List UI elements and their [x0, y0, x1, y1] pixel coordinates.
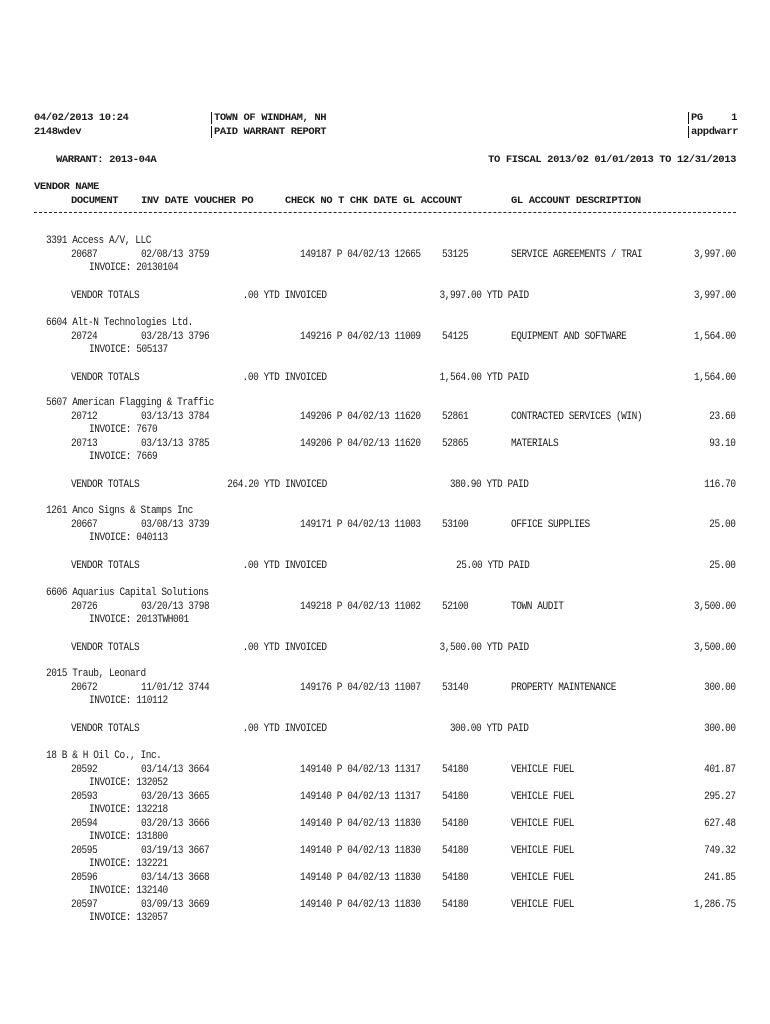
invoice-date-voucher: 03/20/13 3666: [141, 818, 210, 830]
invoice-number: INVOICE: 505137: [89, 344, 168, 356]
invoice-date-voucher: 03/13/13 3785: [141, 438, 210, 450]
invoice-number: INVOICE: 2013TWH001: [89, 614, 189, 626]
invoice-number: INVOICE: 132140: [89, 885, 168, 897]
invoice-date-voucher: 03/19/13 3667: [141, 845, 210, 857]
vendor-total-amount: 3,500.00: [694, 642, 736, 654]
document-number: 20687: [71, 249, 98, 261]
gl-description: VEHICLE FUEL: [511, 764, 574, 776]
check-info: 149171 P 04/02/13 11003: [300, 519, 421, 531]
invoice-number: INVOICE: 040113: [89, 532, 168, 544]
line-amount: 3,500.00: [694, 601, 736, 613]
gl-account: 52865: [442, 438, 469, 450]
ytd-paid: 3,500.00 YTD PAID: [439, 642, 529, 654]
header-divider: [34, 212, 736, 213]
gl-description: TOWN AUDIT: [511, 601, 564, 613]
gl-description: SERVICE AGREEMENTS / TRAI: [511, 249, 643, 261]
vendor-name: 6606 Aquarius Capital Solutions: [46, 587, 209, 599]
ytd-invoiced: .00 YTD INVOICED: [243, 560, 327, 572]
gl-description: VEHICLE FUEL: [511, 845, 574, 857]
line-amount: 93.10: [709, 438, 736, 450]
report-title: PAID WARRANT REPORT: [211, 126, 326, 138]
vendor-total-amount: 3,997.00: [694, 290, 736, 302]
page-number: 1: [731, 112, 737, 124]
program-name: appdwarr: [688, 126, 738, 138]
gl-account: 53100: [442, 519, 469, 531]
col-vendor-name: VENDOR NAME: [34, 181, 99, 193]
invoice-number: INVOICE: 132218: [89, 804, 168, 816]
gl-description: VEHICLE FUEL: [511, 899, 574, 911]
line-amount: 401.87: [704, 764, 736, 776]
gl-account: 52861: [442, 411, 469, 423]
gl-description: VEHICLE FUEL: [511, 791, 574, 803]
line-amount: 1,286.75: [694, 899, 736, 911]
vendor-name: 2015 Traub, Leonard: [46, 668, 146, 680]
ytd-paid: 25.00 YTD PAID: [455, 560, 529, 572]
vendor-totals-label: VENDOR TOTALS: [71, 290, 140, 302]
ytd-invoiced: 264.20 YTD INVOICED: [227, 479, 327, 491]
vendor-name: 6604 Alt-N Technologies Ltd.: [46, 317, 193, 329]
check-info: 149187 P 04/02/13 12665: [300, 249, 421, 261]
town-name: TOWN OF WINDHAM, NH: [211, 112, 326, 124]
ytd-invoiced: .00 YTD INVOICED: [243, 372, 327, 384]
vendor-totals-label: VENDOR TOTALS: [71, 723, 140, 735]
gl-account: 54180: [442, 818, 469, 830]
gl-description: MATERIALS: [511, 438, 559, 450]
check-info: 149140 P 04/02/13 11830: [300, 899, 421, 911]
document-number: 20596: [71, 872, 98, 884]
col-document: DOCUMENT: [71, 195, 119, 207]
check-info: 149216 P 04/02/13 11009: [300, 331, 421, 343]
check-info: 149140 P 04/02/13 11317: [300, 764, 421, 776]
check-info: 149218 P 04/02/13 11002: [300, 601, 421, 613]
line-amount: 295.27: [704, 791, 736, 803]
check-info: 149176 P 04/02/13 11007: [300, 682, 421, 694]
line-amount: 3,997.00: [694, 249, 736, 261]
line-amount: 627.48: [704, 818, 736, 830]
check-info: 149140 P 04/02/13 11317: [300, 791, 421, 803]
gl-description: OFFICE SUPPLIES: [511, 519, 590, 531]
gl-description: PROPERTY MAINTENANCE: [511, 682, 616, 694]
document-number: 20592: [71, 764, 98, 776]
check-info: 149140 P 04/02/13 11830: [300, 872, 421, 884]
invoice-date-voucher: 03/13/13 3784: [141, 411, 210, 423]
check-info: 149206 P 04/02/13 11620: [300, 411, 421, 423]
invoice-date-voucher: 03/14/13 3668: [141, 872, 210, 884]
document-number: 20726: [71, 601, 98, 613]
document-number: 20594: [71, 818, 98, 830]
col-inv-date-voucher-po: INV DATE VOUCHER PO: [141, 195, 254, 207]
invoice-date-voucher: 11/01/12 3744: [141, 682, 210, 694]
check-info: 149140 P 04/02/13 11830: [300, 818, 421, 830]
gl-description: VEHICLE FUEL: [511, 818, 574, 830]
vendor-name: 3391 Access A/V, LLC: [46, 235, 151, 247]
vendor-totals-label: VENDOR TOTALS: [71, 372, 140, 384]
gl-description: EQUIPMENT AND SOFTWARE: [511, 331, 627, 343]
line-amount: 241.85: [704, 872, 736, 884]
invoice-number: INVOICE: 7669: [89, 451, 158, 463]
gl-account: 54180: [442, 845, 469, 857]
ytd-paid: 1,564.00 YTD PAID: [439, 372, 529, 384]
document-number: 20667: [71, 519, 98, 531]
vendor-total-amount: 116.70: [704, 479, 736, 491]
invoice-number: INVOICE: 132052: [89, 777, 168, 789]
vendor-totals-label: VENDOR TOTALS: [71, 642, 140, 654]
ytd-paid: 3,997.00 YTD PAID: [439, 290, 529, 302]
invoice-date-voucher: 02/08/13 3759: [141, 249, 210, 261]
vendor-name: 5607 American Flagging & Traffic: [46, 397, 214, 409]
vendor-totals-label: VENDOR TOTALS: [71, 479, 140, 491]
gl-account: 54125: [442, 331, 469, 343]
gl-description: CONTRACTED SERVICES (WIN): [511, 411, 643, 423]
document-number: 20595: [71, 845, 98, 857]
document-number: 20597: [71, 899, 98, 911]
invoice-number: INVOICE: 132057: [89, 912, 168, 924]
line-amount: 300.00: [704, 682, 736, 694]
gl-account: 54180: [442, 899, 469, 911]
vendor-total-amount: 25.00: [709, 560, 736, 572]
gl-account: 54180: [442, 791, 469, 803]
gl-account: 53140: [442, 682, 469, 694]
vendor-name: 1261 Anco Signs & Stamps Inc: [46, 505, 193, 517]
gl-account: 54180: [442, 764, 469, 776]
document-number: 20724: [71, 331, 98, 343]
invoice-date-voucher: 03/28/13 3796: [141, 331, 210, 343]
warrant-number: WARRANT: 2013-04A: [56, 154, 157, 166]
gl-description: VEHICLE FUEL: [511, 872, 574, 884]
ytd-invoiced: .00 YTD INVOICED: [243, 723, 327, 735]
gl-account: 54180: [442, 872, 469, 884]
invoice-date-voucher: 03/20/13 3798: [141, 601, 210, 613]
invoice-date-voucher: 03/09/13 3669: [141, 899, 210, 911]
invoice-date-voucher: 03/08/13 3739: [141, 519, 210, 531]
line-amount: 23.60: [709, 411, 736, 423]
check-info: 149206 P 04/02/13 11620: [300, 438, 421, 450]
vendor-name: 18 B & H Oil Co., Inc.: [46, 750, 162, 762]
invoice-number: INVOICE: 20130104: [89, 262, 179, 274]
line-amount: 1,564.00: [694, 331, 736, 343]
fiscal-range: TO FISCAL 2013/02 01/01/2013 TO 12/31/2013: [488, 154, 736, 166]
document-number: 20713: [71, 438, 98, 450]
report-datetime: 04/02/2013 10:24: [34, 112, 129, 124]
invoice-number: INVOICE: 110112: [89, 695, 168, 707]
check-info: 149140 P 04/02/13 11830: [300, 845, 421, 857]
page-indicator: [688, 112, 737, 124]
vendor-total-amount: 300.00: [704, 723, 736, 735]
ytd-paid: 300.00 YTD PAID: [450, 723, 529, 735]
invoice-number: INVOICE: 132221: [89, 858, 168, 870]
invoice-date-voucher: 03/20/13 3665: [141, 791, 210, 803]
ytd-invoiced: .00 YTD INVOICED: [243, 290, 327, 302]
line-amount: 749.32: [704, 845, 736, 857]
document-number: 20712: [71, 411, 98, 423]
line-amount: 25.00: [709, 519, 736, 531]
ytd-paid: 380.90 YTD PAID: [450, 479, 529, 491]
gl-account: 53125: [442, 249, 469, 261]
gl-account: 52100: [442, 601, 469, 613]
vendor-totals-label: VENDOR TOTALS: [71, 560, 140, 572]
invoice-number: INVOICE: 131800: [89, 831, 168, 843]
invoice-date-voucher: 03/14/13 3664: [141, 764, 210, 776]
col-gl-description: GL ACCOUNT DESCRIPTION: [511, 195, 641, 207]
page-label: PG: [691, 112, 703, 124]
report-user: 2148wdev: [34, 126, 82, 138]
col-check-info: CHECK NO T CHK DATE GL ACCOUNT: [285, 195, 463, 207]
vendor-total-amount: 1,564.00: [694, 372, 736, 384]
document-number: 20593: [71, 791, 98, 803]
document-number: 20672: [71, 682, 98, 694]
ytd-invoiced: .00 YTD INVOICED: [243, 642, 327, 654]
invoice-number: INVOICE: 7670: [89, 424, 158, 436]
